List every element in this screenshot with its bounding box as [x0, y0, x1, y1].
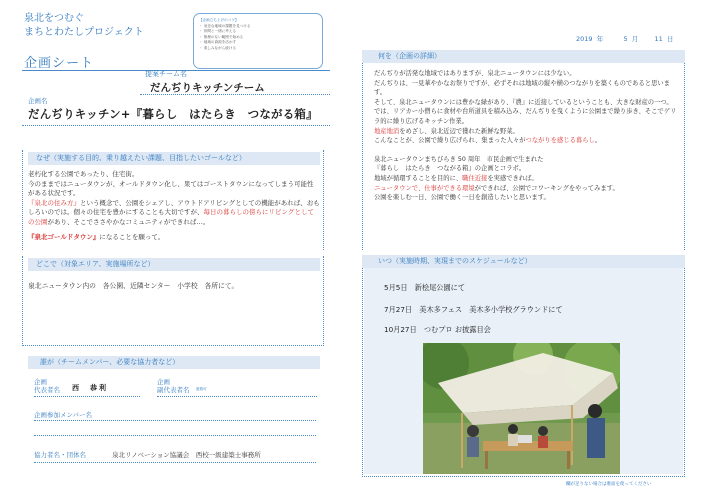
what-body: だんぢりが活発な地域ではありますが、泉北ニュータウンには少ない。 だんぢりは、一見華やかなお祭りですが、必ずそれは地域の縦や横のつながりを築くものであると思います。 そして、泉北ニュータウンには豊かな緑があり、『農』に近接しているということも、大きな財産の一つ。では、リアカー小僧らに食材や台所道具を積み込み、だんぢりを曳くように公園まで繰り歩き、そこでゲリラ的に繰り広げるキッチン作業。 地産地消をめざし、泉北近辺で獲れた新鮮な野菜。 こんなことが、公園で繰り広げられ、集まった人々がつながりを感じる暮らし。 泉北ニュータウンまちびらき 50 周年 市民企画で生まれた 『暮らし はたらき つながる箱』の企画とコラボ。 地域が循環することを目的に、職住近接を実感できれば。 ニュータウンで、仕事ができる環境ができれば、公園でコワーキングをやってみます。 公園を楽しむ一日、公園で働く一日を創造したいと思います。	[374, 70, 677, 202]
tips-item-1: ・ 身近な地域の課題を見つける	[199, 23, 251, 28]
why-paragraph-2: 今のままではニュータウンが、オールドタウン化し、果てはゴーストタウンになってしまう可能性がある状況です。	[28, 179, 314, 197]
who-heading: 誰が（チームメンバー、必要な協力者など）	[28, 356, 320, 369]
project-name: だんぢりキッチン+『暮らし はたらき つながる箱』	[28, 107, 318, 121]
members-label: 企画参加メンバー名	[34, 411, 93, 419]
representative-underline	[34, 396, 140, 397]
representative-label: 企画 代表者名	[34, 378, 60, 394]
project-underline	[22, 125, 330, 126]
cooperator-value: 泉北リノベーション協議会 西校一級建築士事務所	[112, 451, 261, 459]
why-paragraph-1: 老朽化する公園であったり、住宅街。	[28, 170, 139, 178]
members-line-1	[34, 420, 316, 421]
team-label: 提案チーム名	[145, 70, 187, 78]
brand-line-1: 泉北をつむぐ	[24, 13, 84, 24]
tips-item-4: ・ 地域の資源を活かす	[199, 40, 237, 45]
schedule-item-3: 10月27日 つむプロ お披露目会	[384, 325, 491, 334]
brand-title	[24, 12, 144, 40]
schedule-item-2: 7月27日 美木多フェス 美木多小学校グラウンドにて	[384, 305, 563, 314]
date-day: 11	[654, 35, 663, 43]
where-heading: どこで（対象エリア、実施場所など）	[28, 258, 320, 271]
what-keyword-connection: つながりを感じる暮らし	[525, 137, 595, 145]
vice-representative-label: 企画 副代表者名	[157, 378, 190, 394]
date-year: 2019	[576, 35, 593, 43]
event-photo-illustration	[423, 343, 620, 474]
tips-item-3: ・ 無理のない範囲で始める	[199, 34, 244, 39]
what-keyword-workplace: 職住近接	[462, 174, 488, 182]
schedule-item-1: 5月5日 新桧尾公園にて	[384, 283, 466, 292]
why-keyword-1: 『泉北の住み方』	[28, 198, 80, 207]
team-name: だんぢりキッチンチーム	[150, 82, 265, 94]
brand-line-2: まちとわたしプロジェクト	[24, 27, 144, 38]
sheet-title: 企画シート	[24, 56, 95, 71]
footnote: 欄が足りない場合は裏面を使ってください	[566, 482, 652, 487]
team-underline	[140, 94, 330, 95]
where-value: 泉北ニュータウン内の 各公園、近隣センター 小学校 各所にて。	[28, 282, 239, 290]
why-heading: なぜ（実施する目的、乗り越えたい課題、目指したいゴールなど）	[28, 152, 320, 165]
tips-title: 【企画立ち上げのコツ】	[199, 18, 239, 22]
why-keyword-2: 毎日の暮らしの傍らにリビングとしての公園	[28, 208, 314, 226]
why-paragraph-3: 『泉北の住み方』という概念で、公園をシェアし、アウトドアリビングとしての機能があれば、おもしろいのでは。個々の住宅を豊かにすることも大切ですが、毎日の暮らしの傍らにリビングとしての公園があり、そこでささやかなコミュニティができれば…。	[28, 198, 320, 226]
tips-item-2: ・ 仲間と一緒に考える	[199, 29, 237, 34]
why-keyword-3: 『泉北ゴールドタウン』	[28, 233, 100, 241]
vice-representative-note: 複数可	[196, 387, 207, 391]
what-heading: 何を（企画の詳細）	[362, 50, 685, 63]
project-label: 企画名	[28, 97, 48, 105]
why-body	[28, 170, 320, 243]
tips-item-5: ・ 楽しみながら続ける	[199, 45, 237, 50]
cooperator-label: 協力者名・団体名	[34, 451, 86, 459]
representative-name: 西 恭利	[72, 384, 108, 392]
why-paragraph-4: 『泉北ゴールドタウン』になることを願って。	[28, 233, 165, 241]
vice-representative-underline	[157, 396, 317, 397]
tips-box	[193, 13, 323, 69]
cooperator-underline	[34, 462, 316, 463]
date-month: 5	[623, 35, 628, 43]
event-photo	[423, 343, 620, 474]
what-keyword-local: 地産地消	[374, 127, 400, 135]
what-keyword-environment: ニュータウンで、仕事ができる環境	[374, 184, 475, 192]
members-line-2	[34, 435, 316, 436]
date: 2019 年 5 月 11 日	[576, 35, 674, 43]
when-heading: いつ（実施時期、実現までのスケジュールなど）	[362, 255, 685, 268]
